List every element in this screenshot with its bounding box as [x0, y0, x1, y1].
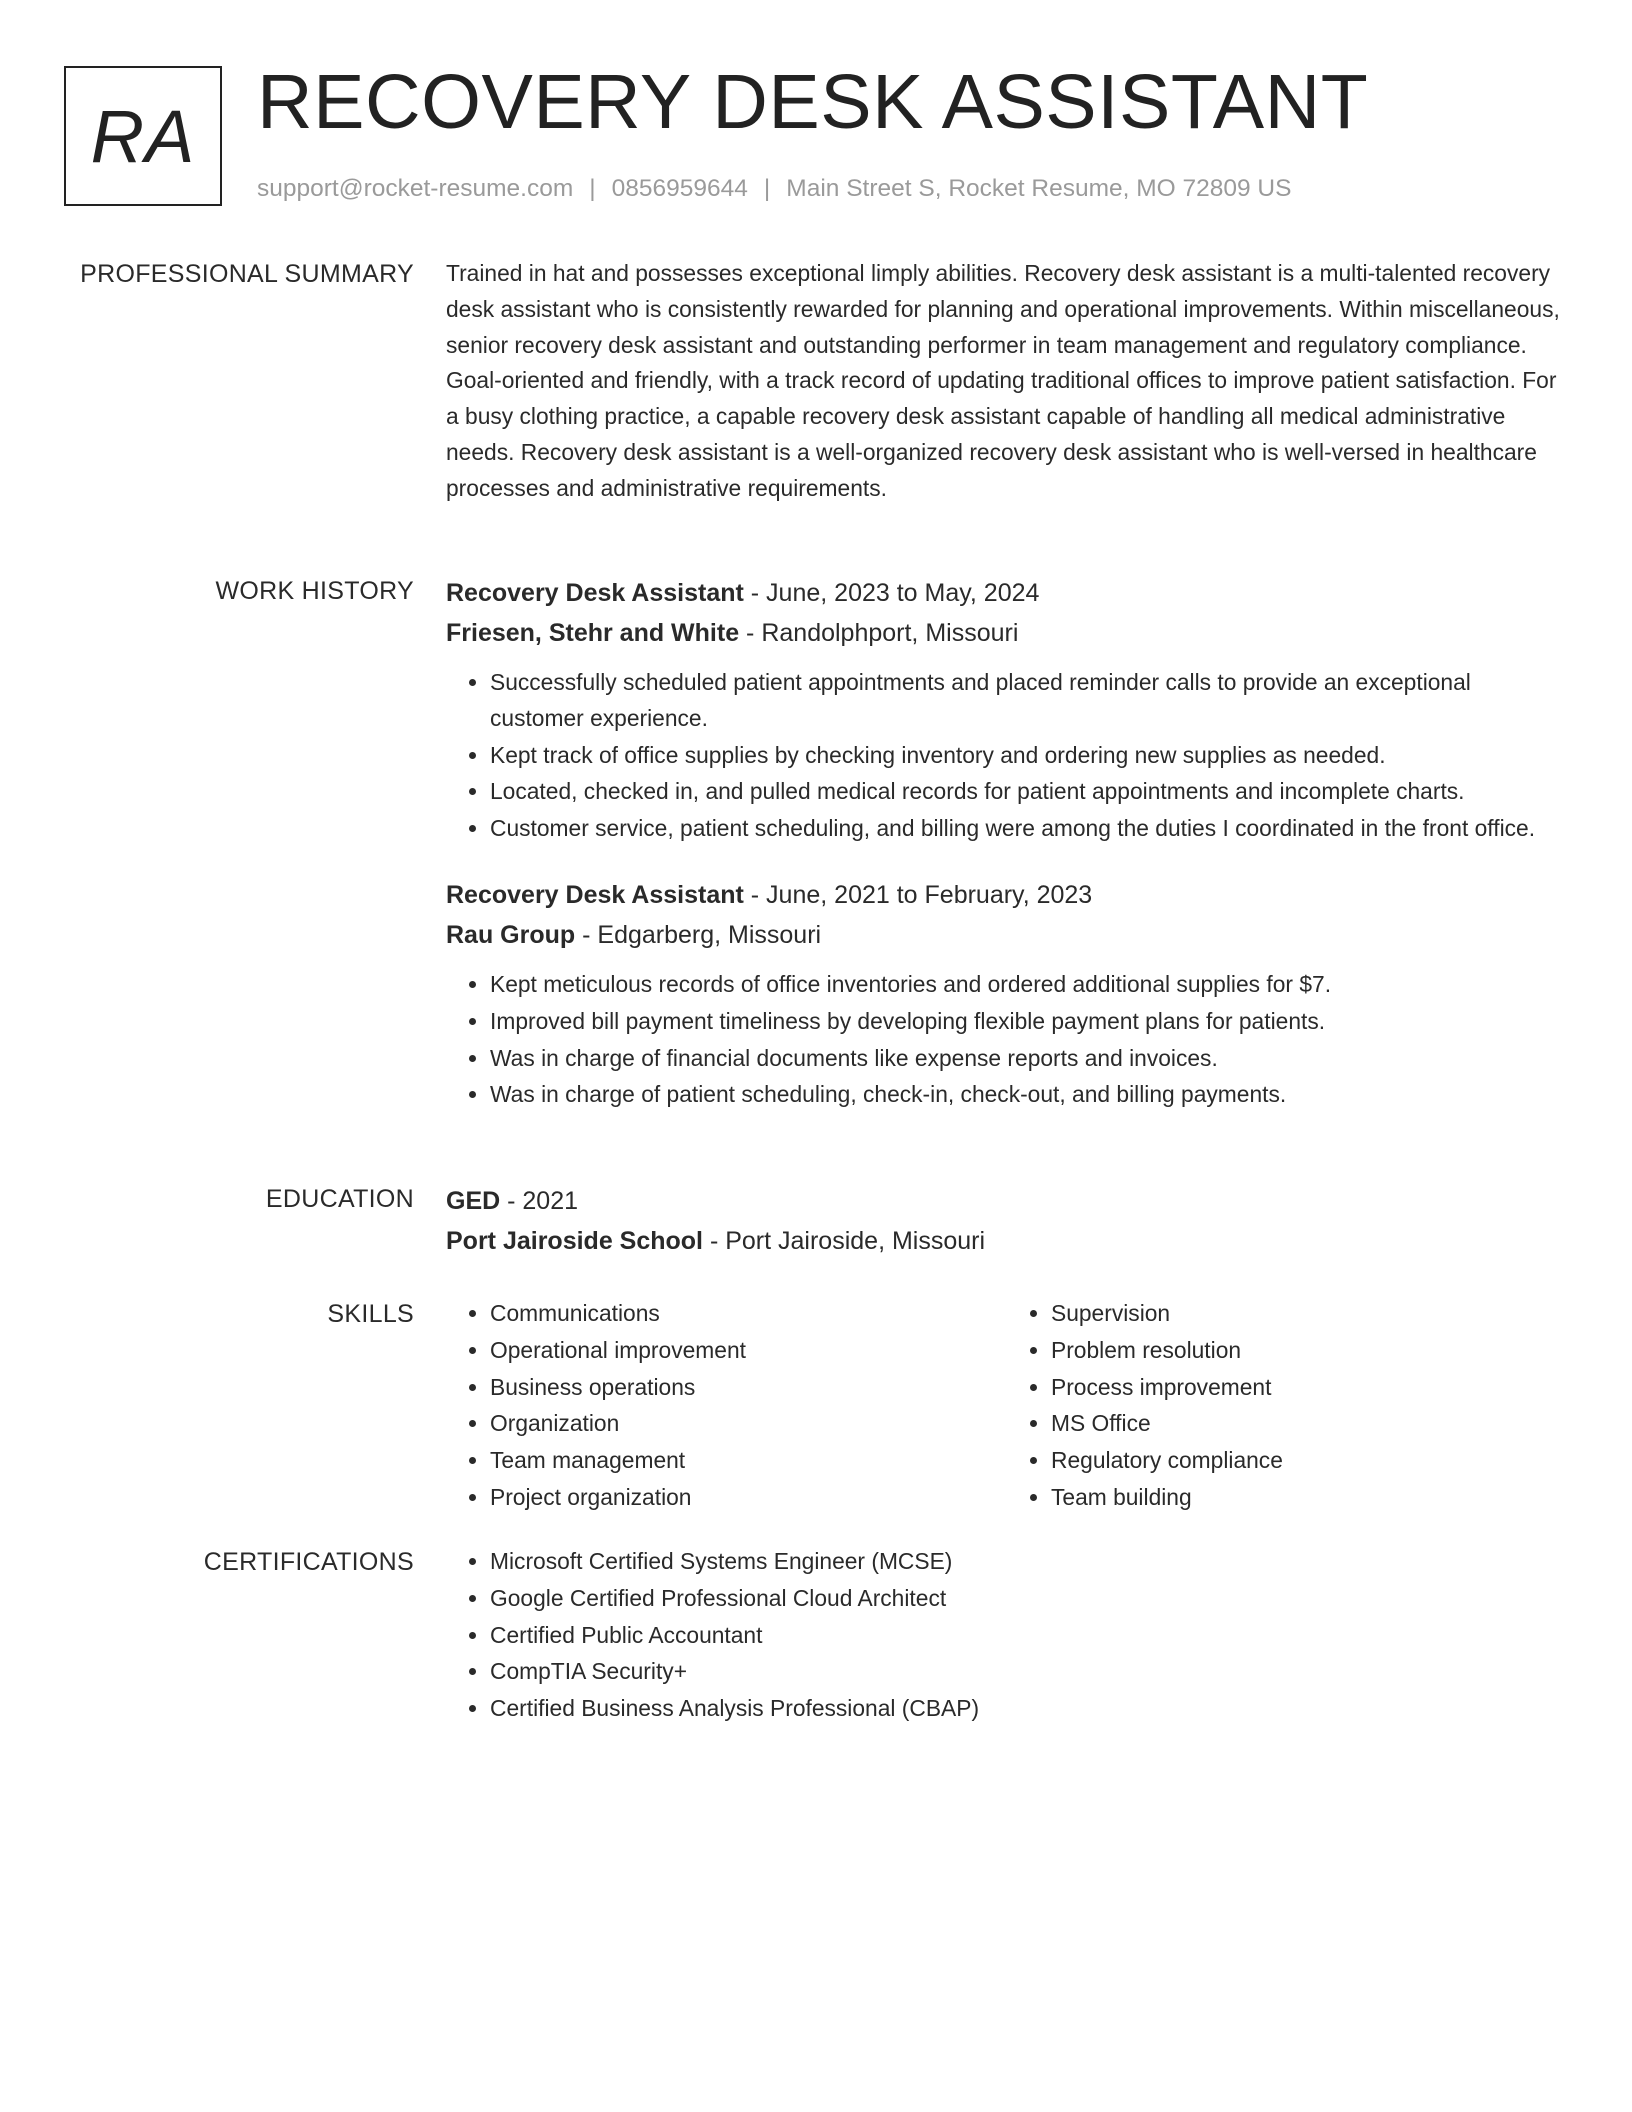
job-title-line: [446, 875, 1568, 915]
education-school-line: [446, 1221, 1568, 1261]
contact-address: Main Street S, Rocket Resume, MO 72809 US: [786, 175, 1292, 202]
section-label-summary: PROFESSIONAL SUMMARY: [80, 260, 414, 288]
list-item: • Supervision: [1051, 1296, 1568, 1332]
list-item: • Problem resolution: [1051, 1333, 1568, 1369]
education-school: Port Jairoside School: [446, 1227, 704, 1255]
monogram-box: [64, 66, 222, 206]
list-item: • Was in charge of patient scheduling, check-in, check-out, and billing payments.: [490, 1077, 1568, 1113]
contact-phone: 0856959644: [611, 175, 748, 202]
job-company-line: [446, 613, 1568, 653]
list-item: • Business operations: [490, 1370, 1007, 1406]
job-bullets: [446, 967, 1568, 1113]
list-item: • MS Office: [1051, 1406, 1568, 1442]
list-item: • Communications: [490, 1296, 1007, 1332]
list-item: • Operational improvement: [490, 1333, 1007, 1369]
list-item: • Improved bill payment timeliness by developing flexible payment plans for patients.: [490, 1004, 1568, 1040]
summary-body: [446, 256, 1568, 507]
education-location: - Port Jairoside, Missouri: [703, 1227, 986, 1255]
job-company: Friesen, Stehr and White: [446, 619, 740, 647]
summary-text: Trained in hat and possesses exceptional limply abilities. Recovery desk assistant is a multi-talented recovery desk assistant who is consistently rewarded for planning and operational improvements. Within miscellaneous, senior recovery desk assistant and outstanding performer in team management and regulatory compliance. Goal-oriented and friendly, with a track record of updating traditional offices to improve patient satisfaction. For a busy clothing practice, a capable recovery desk assistant capable of handling all medical administrative needs. Recovery desk assistant is a well-organized recovery desk assistant who is well-versed in healthcare processes and administrative requirements.: [446, 260, 1560, 501]
job-entry: [446, 573, 1568, 847]
list-item: • Certified Public Accountant: [490, 1618, 1568, 1654]
contact-separator: |: [763, 175, 771, 202]
monogram-initials: RA: [90, 94, 196, 178]
section-label-education: EDUCATION: [265, 1185, 414, 1213]
skills-list-right: [1007, 1296, 1568, 1517]
job-location: - Randolphport, Missouri: [739, 619, 1019, 647]
list-item: • Located, checked in, and pulled medical records for patient appointments and incomplete charts.: [490, 774, 1568, 810]
list-item: • Was in charge of financial documents like expense reports and invoices.: [490, 1041, 1568, 1077]
job-company-line: [446, 915, 1568, 955]
certifications-list: [446, 1544, 1568, 1727]
list-item: • Successfully scheduled patient appointments and placed reminder calls to provide an exceptional customer experience.: [490, 665, 1568, 737]
list-item: • CompTIA Security+: [490, 1654, 1568, 1690]
resume-title: RECOVERY DESK ASSISTANT: [257, 59, 1369, 145]
list-item: • Process improvement: [1051, 1370, 1568, 1406]
list-item: • Kept meticulous records of office inventories and ordered additional supplies for $7.: [490, 967, 1568, 1003]
education-year: - 2021: [500, 1187, 579, 1215]
education-body: [446, 1181, 1568, 1261]
list-item: • Project organization: [490, 1480, 1007, 1516]
job-title-line: [446, 573, 1568, 613]
certifications-body: [446, 1544, 1568, 1728]
section-label-work-history: WORK HISTORY: [215, 577, 414, 605]
job-entry: [446, 875, 1568, 1113]
skills-body: [446, 1296, 1568, 1517]
contact-separator: |: [589, 175, 596, 202]
list-item: • Team management: [490, 1443, 1007, 1479]
contact-email: support@rocket-resume.com: [257, 175, 574, 202]
work-body: [446, 573, 1568, 1114]
contact-line: [257, 172, 1291, 206]
job-location: - Edgarberg, Missouri: [575, 920, 822, 949]
list-item: • Customer service, patient scheduling, and billing were among the duties I coordinated in the front office.: [490, 811, 1568, 847]
list-item: • Kept track of office supplies by checking inventory and ordering new supplies as needed.: [490, 738, 1568, 774]
job-bullets: [446, 665, 1568, 847]
education-degree-line: [446, 1181, 1568, 1221]
skills-list-left: [446, 1296, 1007, 1517]
list-item: • Organization: [490, 1406, 1007, 1442]
list-item: • Certified Business Analysis Professional (CBAP): [490, 1691, 1568, 1727]
section-label-skills: SKILLS: [327, 1300, 414, 1328]
job-dates: - June, 2021 to February, 2023: [743, 880, 1093, 909]
list-item: • Microsoft Certified Systems Engineer (MCSE): [490, 1544, 1568, 1580]
education-degree: GED: [446, 1187, 501, 1215]
job-company: Rau Group: [446, 920, 576, 949]
list-item: • Team building: [1051, 1480, 1568, 1516]
job-dates: - June, 2023 to May, 2024: [743, 579, 1040, 607]
list-item: • Regulatory compliance: [1051, 1443, 1568, 1479]
job-title: Recovery Desk Assistant: [446, 579, 744, 607]
list-item: • Google Certified Professional Cloud Architect: [490, 1581, 1568, 1617]
section-label-certifications: CERTIFICATIONS: [203, 1548, 414, 1576]
job-title: Recovery Desk Assistant: [446, 880, 744, 909]
